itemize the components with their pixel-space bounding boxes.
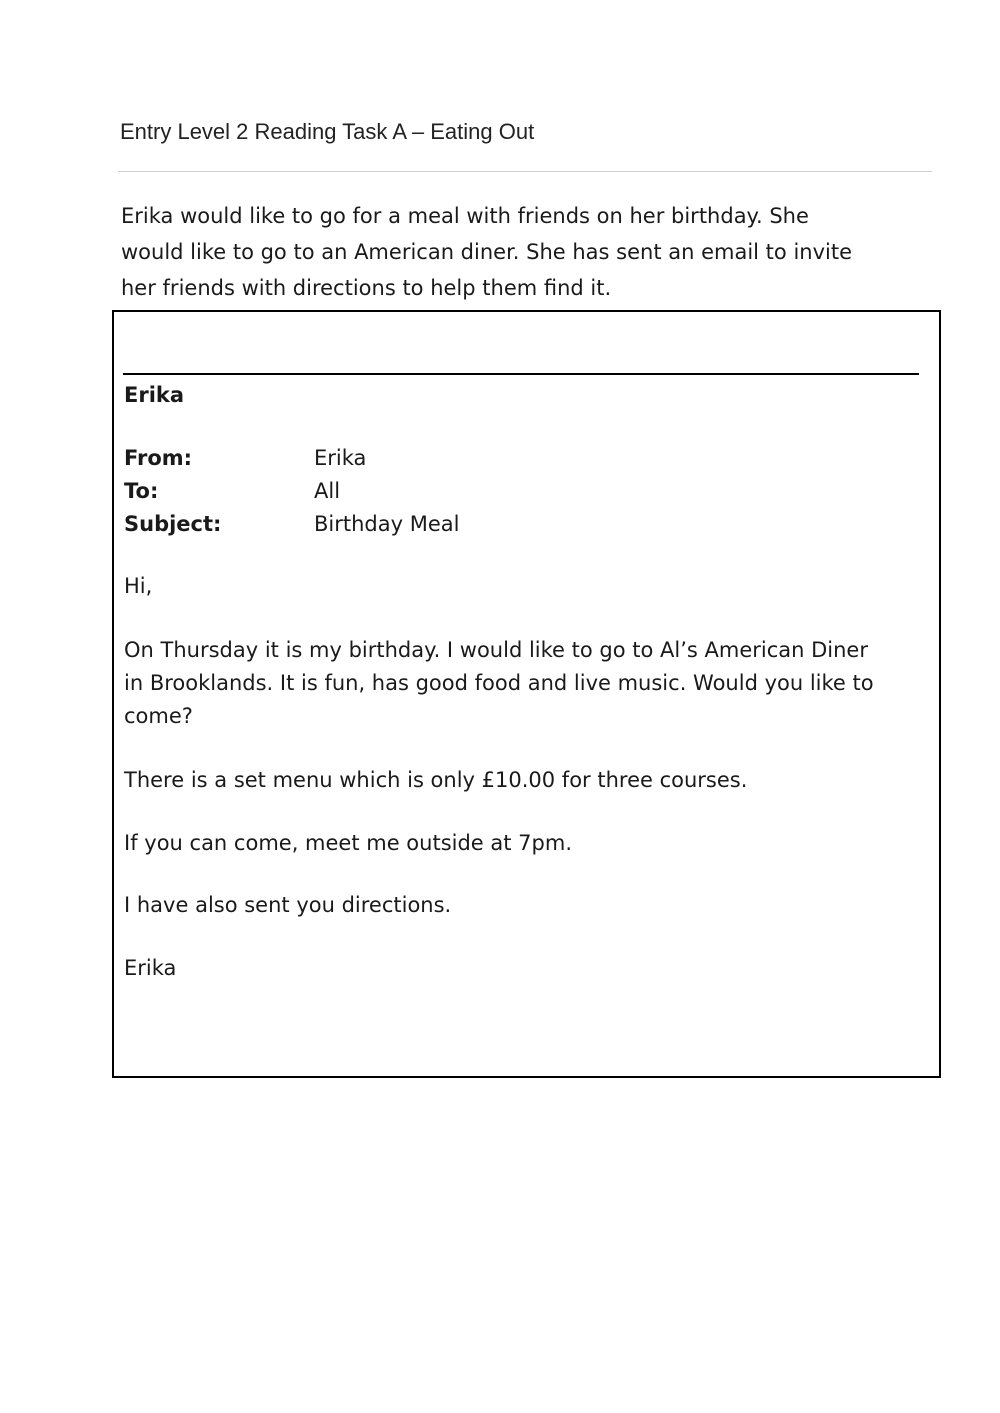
header-divider [118, 171, 932, 172]
email-sender-heading: Erika [124, 383, 185, 407]
field-label: From: [124, 446, 193, 470]
field-value: Erika [314, 446, 367, 470]
intro-line: would like to go to an American diner. She has sent an email to invite [121, 240, 853, 264]
email-field-subject [124, 508, 724, 541]
email-paragraph-directions: I have also sent you directions. [124, 893, 452, 917]
email-signature: Erika [124, 956, 177, 980]
intro-line: her friends with directions to help them find it. [121, 276, 612, 300]
field-label: To: [124, 479, 159, 503]
email-divider [123, 373, 919, 375]
email-greeting: Hi, [124, 574, 153, 598]
email-box [112, 310, 941, 1078]
paragraph-line: in Brooklands. It is fun, has good food and live music. Would you like to [124, 671, 874, 695]
paragraph-line: come? [124, 704, 193, 728]
email-paragraph-menu: There is a set menu which is only £10.00 for three courses. [124, 768, 748, 792]
intro-line: Erika would like to go for a meal with friends on her birthday. She [121, 204, 809, 228]
field-value: All [314, 479, 341, 503]
field-value: Birthday Meal [314, 512, 460, 536]
paragraph-line: On Thursday it is my birthday. I would like to go to Al’s American Diner [124, 638, 868, 662]
field-label: Subject: [124, 512, 222, 536]
email-field-to [124, 475, 724, 508]
page-title: Entry Level 2 Reading Task A – Eating Out [120, 119, 535, 144]
intro-paragraph [121, 198, 921, 306]
email-paragraph-meet: If you can come, meet me outside at 7pm. [124, 831, 572, 855]
email-field-from [124, 442, 724, 475]
email-paragraph [124, 634, 874, 733]
